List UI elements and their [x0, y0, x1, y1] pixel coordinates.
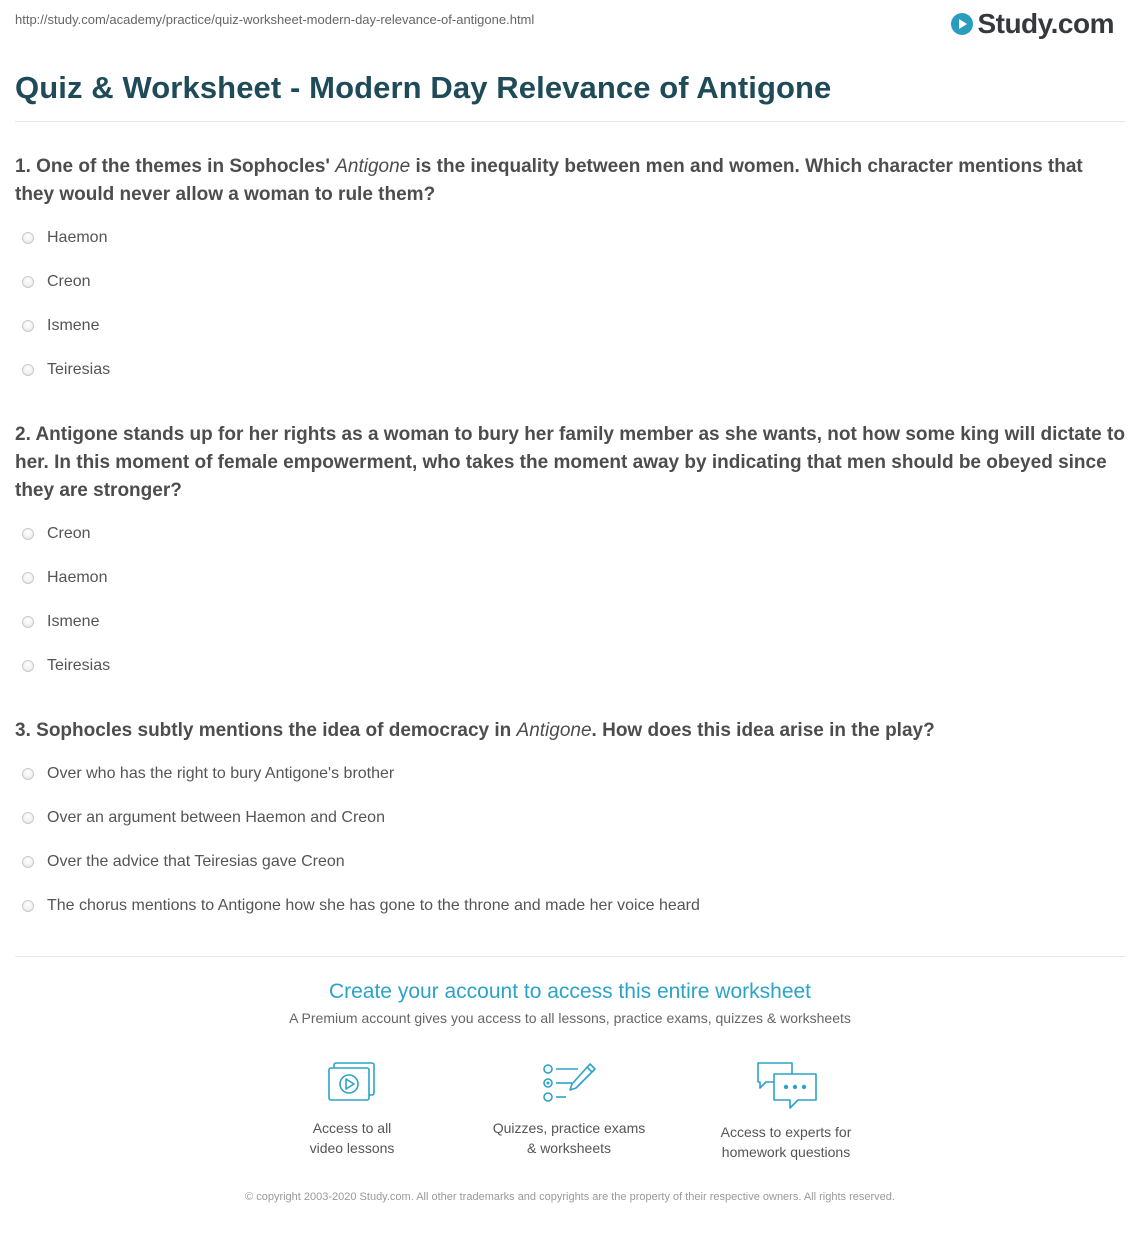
option-label: Ismene: [47, 613, 100, 630]
feature-experts: [686, 1060, 886, 1162]
radio-button[interactable]: [22, 660, 34, 672]
question-1: [15, 153, 1127, 209]
question-text-after: . How does this idea arise in the play?: [591, 720, 935, 741]
radio-button[interactable]: [22, 900, 34, 912]
feature-label: Access to all video lessons: [309, 1120, 395, 1156]
question-emphasis: Antigone: [516, 720, 592, 741]
question-text-after: is the inequality between men and women. Which character mentions that they would never allow a woman to rule them?: [15, 156, 1083, 205]
question-emphasis: Antigone: [335, 156, 411, 177]
question-text: Antigone stands up for her rights as a woman to bury her family member as she wants, not how some king will dictate to her. In this moment of female empowerment, who takes the moment away by indicating that men should be obeyed since they are stronger?: [15, 424, 1125, 501]
radio-button[interactable]: [22, 320, 34, 332]
answer-option[interactable]: [22, 610, 99, 634]
answer-option[interactable]: [22, 654, 110, 678]
option-label: The chorus mentions to Antigone how she has gone to the throne and made her voice heard: [47, 897, 700, 914]
question-number: 2.: [15, 424, 31, 445]
radio-button[interactable]: [22, 768, 34, 780]
radio-button[interactable]: [22, 856, 34, 868]
option-label: Over an argument between Haemon and Creon: [47, 809, 385, 826]
answer-option[interactable]: [22, 314, 99, 338]
logo-text: Study.com: [977, 8, 1114, 39]
option-label: Teiresias: [47, 657, 111, 674]
answer-option[interactable]: [22, 226, 107, 250]
top-bar: [0, 0, 1140, 48]
option-label: Haemon: [47, 569, 108, 586]
answer-option[interactable]: [22, 522, 91, 546]
copyright: © copyright 2003-2020 Study.com. All other trademarks and copyrights are the property of their respective owners. All rights reserved.: [245, 1191, 895, 1203]
feature-video-lessons: [252, 1060, 452, 1158]
question-3: [15, 717, 1127, 745]
radio-button[interactable]: [22, 812, 34, 824]
quiz-checklist-icon: [540, 1060, 598, 1108]
title-divider: [15, 121, 1125, 122]
question-number: 3.: [15, 720, 31, 741]
option-label: Haemon: [47, 229, 108, 246]
expert-chat-icon: [754, 1060, 818, 1112]
video-lessons-icon: [325, 1060, 379, 1108]
cta-link[interactable]: Create your account to access this entire worksheet: [328, 980, 812, 1003]
answer-option[interactable]: [22, 894, 700, 918]
option-label: Over the advice that Teiresias gave Creon: [47, 853, 345, 870]
cta-subtitle: A Premium account gives you access to all lessons, practice exams, quizzes & worksheets: [289, 1010, 851, 1026]
question-text: Sophocles subtly mentions the idea of democracy in: [36, 720, 517, 741]
feature-quizzes: [469, 1060, 669, 1158]
cta-divider: [15, 956, 1125, 957]
answer-option[interactable]: [22, 806, 385, 830]
answer-option[interactable]: [22, 566, 107, 590]
radio-button[interactable]: [22, 528, 34, 540]
study-logo[interactable]: [951, 8, 1114, 40]
question-number: 1.: [15, 156, 31, 177]
option-label: Ismene: [47, 317, 100, 334]
radio-button[interactable]: [22, 616, 34, 628]
page-title: Quiz & Worksheet - Modern Day Relevance of Antigone: [15, 70, 832, 105]
radio-button[interactable]: [22, 232, 34, 244]
feature-label: Access to experts for homework questions: [720, 1124, 852, 1160]
option-label: Teiresias: [47, 361, 111, 378]
answer-option[interactable]: [22, 358, 110, 382]
radio-button[interactable]: [22, 276, 34, 288]
option-label: Over who has the right to bury Antigone's brother: [47, 765, 395, 782]
feature-label: Quizzes, practice exams & worksheets: [492, 1120, 646, 1156]
option-label: Creon: [47, 273, 91, 290]
question-2: [15, 421, 1127, 505]
play-logo-icon: [951, 13, 973, 35]
answer-option[interactable]: [22, 850, 345, 874]
page-url: http://study.com/academy/practice/quiz-worksheet-modern-day-relevance-of-antigone.html: [15, 12, 535, 27]
option-label: Creon: [47, 525, 91, 542]
radio-button[interactable]: [22, 364, 34, 376]
radio-button[interactable]: [22, 572, 34, 584]
answer-option[interactable]: [22, 270, 91, 294]
answer-option[interactable]: [22, 762, 394, 786]
question-text: One of the themes in Sophocles': [36, 156, 336, 177]
